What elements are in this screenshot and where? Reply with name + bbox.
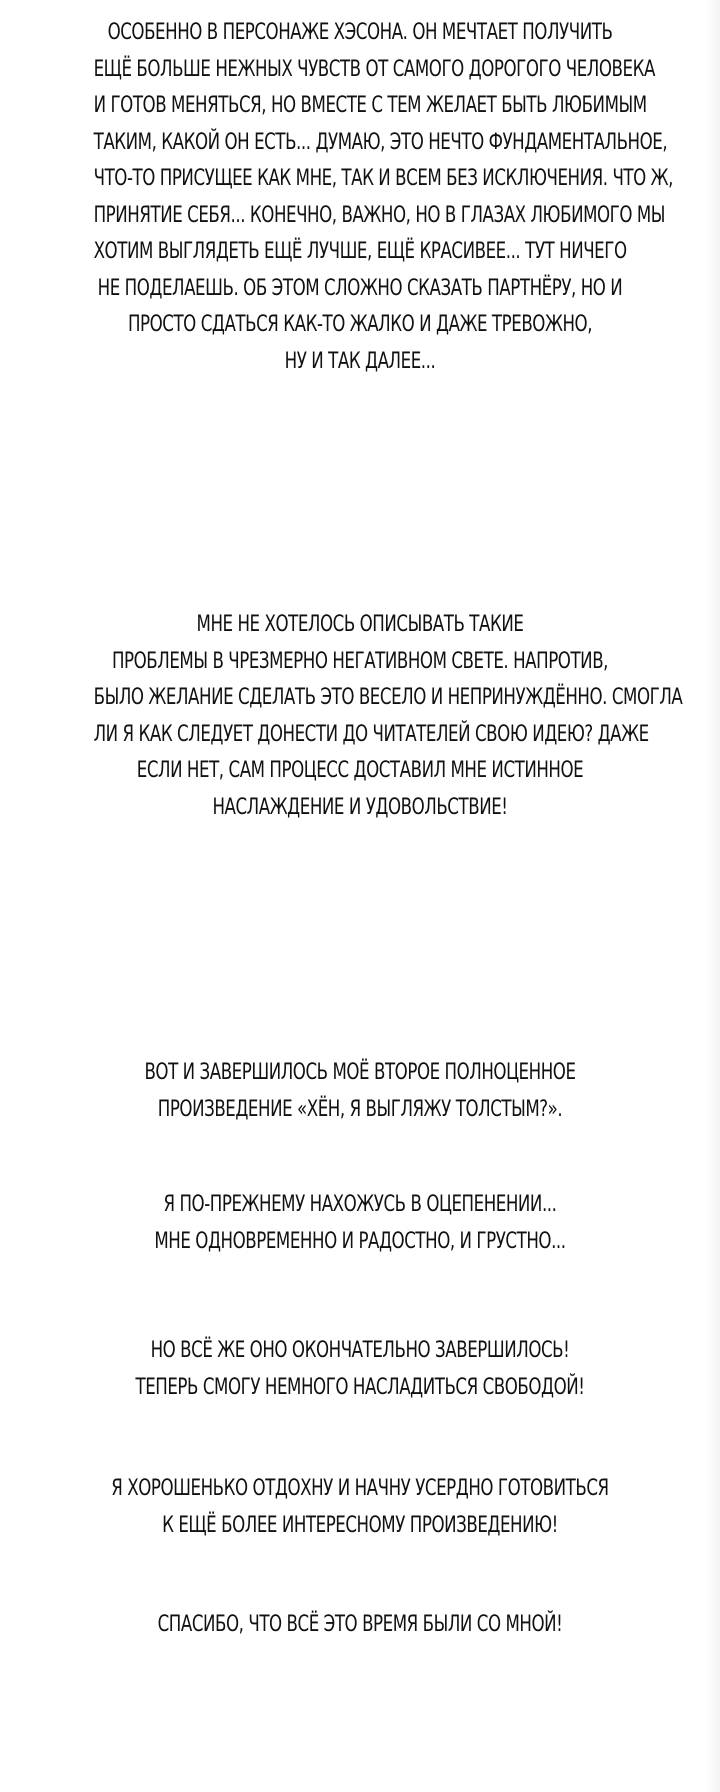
text-line: ПРИНЯТИЕ СЕБЯ... КОНЕЧНО, ВАЖНО, НО В ГЛАЗАХ ЛЮБИМОГО МЫ xyxy=(93,201,666,228)
text-line: ЧТО-ТО ПРИСУЩЕЕ КАК МНЕ, ТАК И ВСЕМ БЕЗ ИСКЛЮЧЕНИЯ. ЧТО Ж, xyxy=(93,165,673,191)
text-line: ЕСЛИ НЕТ, САМ ПРОЦЕСС ДОСТАВИЛ МНЕ ИСТИННОЕ xyxy=(136,757,584,783)
text-block-rest xyxy=(94,1470,627,1543)
text-block-problems xyxy=(93,606,683,825)
text-line: МНЕ ОДНОВРЕМЕННО И РАДОСТНО, И ГРУСТНО... xyxy=(154,1227,566,1254)
text-line: МНЕ НЕ ХОТЕЛОСЬ ОПИСЫВАТЬ ТАКИЕ xyxy=(196,611,524,637)
text-block-stunned xyxy=(94,1186,627,1259)
text-line: ОСОБЕННО В ПЕРСОНАЖЕ ХЭСОНА. ОН МЕЧТАЕТ ПОЛУЧИТЬ xyxy=(107,19,613,45)
text-line: И ГОТОВ МЕНЯТЬСЯ, НО ВМЕСТЕ С ТЕМ ЖЕЛАЕТ БЫТЬ ЛЮБИМЫМ xyxy=(93,92,647,118)
text-line: БЫЛО ЖЕЛАНИЕ СДЕЛАТЬ ЭТО ВЕСЕЛО И НЕПРИНУЖДЁННО. СМОГЛА xyxy=(93,684,683,710)
text-line: К ЕЩЁ БОЛЕЕ ИНТЕРЕСНОМУ ПРОИЗВЕДЕНИЮ! xyxy=(162,1511,558,1538)
text-line: ЛИ Я КАК СЛЕДУЕТ ДОНЕСТИ ДО ЧИТАТЕЛЕЙ СВОЮ ИДЕЮ? ДАЖЕ xyxy=(93,720,649,747)
text-line: ВОТ И ЗАВЕРШИЛОСЬ МОЁ ВТОРОЕ ПОЛНОЦЕННОЕ xyxy=(144,1059,576,1085)
text-line: НАСЛАЖДЕНИЕ И УДОВОЛЬСТВИЕ! xyxy=(212,793,508,820)
text-line: ПРОБЛЕМЫ В ЧРЕЗМЕРНО НЕГАТИВНОМ СВЕТЕ. НАПРОТИВ, xyxy=(111,647,609,674)
text-line: ТЕПЕРЬ СМОГУ НЕМНОГО НАСЛАДИТЬСЯ СВОБОДОЙ! xyxy=(135,1373,585,1400)
text-line: СПАСИБО, ЧТО ВСЁ ЭТО ВРЕМЯ БЫЛИ СО МНОЙ! xyxy=(157,1611,563,1637)
text-block-thanks xyxy=(94,1606,627,1643)
text-block-intro xyxy=(93,14,673,379)
text-block-finish xyxy=(94,1054,627,1127)
text-line: ТАКИМ, КАКОЙ ОН ЕСТЬ... ДУМАЮ, ЭТО НЕЧТО ФУНДАМЕНТАЛЬНОЕ, xyxy=(93,128,668,155)
text-line: НО ВСЁ ЖЕ ОНО ОКОНЧАТЕЛЬНО ЗАВЕРШИЛОСЬ! xyxy=(150,1337,570,1363)
text-line: Я ХОРОШЕНЬКО ОТДОХНУ И НАЧНУ УСЕРДНО ГОТОВИТЬСЯ xyxy=(111,1475,609,1501)
text-line: Я ПО-ПРЕЖНЕМУ НАХОЖУСЬ В ОЦЕПЕНЕНИИ... xyxy=(163,1191,557,1217)
text-line: ПРОСТО СДАТЬСЯ КАК-ТО ЖАЛКО И ДАЖЕ ТРЕВОЖНО, xyxy=(127,311,593,337)
text-line: ЕЩЁ БОЛЬШЕ НЕЖНЫХ ЧУВСТВ ОТ САМОГО ДОРОГОГО ЧЕЛОВЕКА xyxy=(93,55,655,82)
page-edge-shade xyxy=(706,0,720,1792)
text-line: ХОТИМ ВЫГЛЯДЕТЬ ЕЩЁ ЛУЧШЕ, ЕЩЁ КРАСИВЕЕ... ТУТ НИЧЕГО xyxy=(93,238,627,264)
text-line: НЕ ПОДЕЛАЕШЬ. ОБ ЭТОМ СЛОЖНО СКАЗАТЬ ПАРТНЁРУ, НО И xyxy=(97,274,623,301)
text-line: НУ И ТАК ДАЛЕЕ... xyxy=(284,347,436,374)
text-line: ПРОИЗВЕДЕНИЕ «ХЁН, Я ВЫГЛЯЖУ ТОЛСТЫМ?». xyxy=(157,1095,563,1122)
text-block-freedom xyxy=(94,1332,627,1405)
